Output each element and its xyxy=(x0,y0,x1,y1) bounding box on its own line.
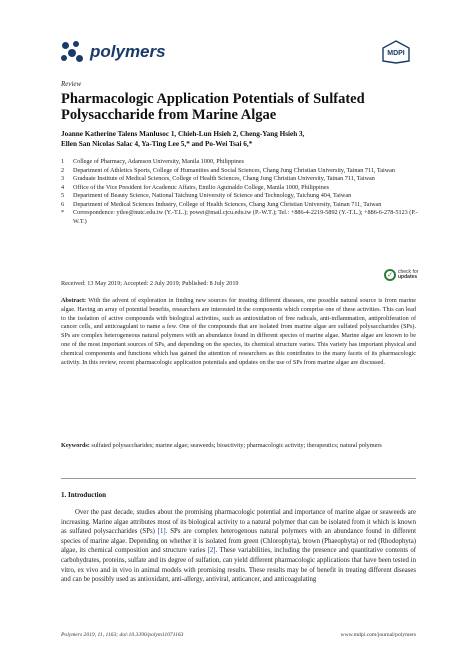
introduction-paragraph: Over the past decade, studies about the promising pharmacologic potential and importance of marine algae or seaweeds are increasing. Marine algae attributes most of its biological activity to a natural polymer that can be isolated from it which is known as sulfated polysaccharides (SPs) [1]. SPs are complex heterogenous natural polymers with an abundance found in different species of marine algae. Depending on whether it is isolated from green (Chlorophyta), brown (Phaeophyta) or red (Rhodophyta) algae, its chemical composition and structure varies [2]. These variabilities, including the presence and quantitative contents of carbohydrates, proteins, sulfate and its degree of sulfation, can yield different pharmacologic applications that have been tested in vitro, ex vivo and in vivo in animal models with promising results. These results may be of benefit in treating different diseases and can be possibly used as antioxidant, anti-allergy, antiviral, anticancer, and anticoagulating xyxy=(61,509,416,584)
keywords-label: Keywords: xyxy=(61,442,90,449)
footer-citation: Polymers 2019, 11, 1163; doi:10.3390/polym11071163 xyxy=(61,632,184,638)
polymers-logo-icon xyxy=(60,40,84,64)
keywords xyxy=(61,442,416,451)
footer-url[interactable]: www.mdpi.com/journal/polymers xyxy=(340,632,416,638)
citation-link[interactable]: [1] xyxy=(157,528,166,536)
affiliation-item: 3 Graduate Institute of Medical Sciences, College of Health Sciences, Chang Jung Christian University, Tainan 711, Taiwan xyxy=(61,175,375,182)
affiliation-item: 5 Department of Beauty Science, National Taichung University of Science and Technology, Taichung 404, Taiwan xyxy=(61,192,352,199)
keywords-text: sulfated polysaccharides; marine algae; seaweeds; bioactivity; pharmacologic activity; therapeutics; natural polymers xyxy=(91,442,382,449)
correspondence: * Correspondence: ytlee@nutc.edu.tw (Y.-T.L.); powei@mail.cjcu.edu.tw (P.-W.T.); Tel.: +886-4-2219-5892 (Y.-T.L.); +886-6-278-5123 (P.-W.T.) xyxy=(61,209,418,225)
divider xyxy=(61,478,416,479)
journal-name: polymers xyxy=(90,42,166,61)
mdpi-logo-icon xyxy=(380,40,412,64)
affiliation-item: 1 College of Pharmacy, Adamson University, Manila 1000, Philippines xyxy=(61,158,245,165)
section-heading: 1. Introduction xyxy=(61,491,106,499)
check-icon: ✓ xyxy=(384,269,396,281)
journal-logo xyxy=(60,40,166,64)
svg-text:MDPI: MDPI xyxy=(387,50,405,57)
affiliations xyxy=(61,158,421,226)
publication-dates: Received: 13 May 2019; Accepted: 2 July 2019; Published: 8 July 2019 xyxy=(61,280,239,287)
check-for-updates-badge[interactable]: ✓ check for updates xyxy=(384,262,420,288)
abstract-label: Abstract: xyxy=(61,297,87,304)
citation-link[interactable]: [2] xyxy=(207,547,216,555)
article-title: Pharmacologic Application Potentials of Sulfated Polysaccharide from Marine Algae xyxy=(61,91,365,123)
affiliation-item: 6 Department of Medical Sciences Industry, College of Health Sciences, Chang Jung Christian University, Tainan 711, Taiwan xyxy=(61,200,382,208)
affiliation-item: 4 Office of the Vice President for Academic Affairs, Emilio Aguinaldo College, Manila 1000, Philippines xyxy=(61,183,330,191)
author-list xyxy=(61,129,421,149)
article-type: Review xyxy=(61,80,82,88)
authors-line-2: Ellen San Nicolas Salac 4, Ya-Ting Lee 5,* and Po-Wei Tsai 6,* xyxy=(61,140,253,148)
abstract-text: With the advent of exploration in finding new sources for treating different diseases, one possible natural source is from marine algae. Having an array of potential benefits, researchers are interested in the components which comprise one of these activities. This can lead to the isolation of active compounds with biological activities, such as antioxidation of free radicals, anti-inflammation, antiproliferation of cancer cells, and anticoagulant to name a few. One of the compounds that are isolated from marine algae are sulfated polysaccharides (SPs). SPs are complex heterogeneous natural polymers with an abundance found in different species of marine algae. Marine algae are known to be one of the most important sources of SPs, and depending on the species, its chemical structure varies. This variety has important physical and chemical components and functions which has gained the attention of researchers as this contributes to the many facets of its pharmacologic activity. In this review, recent pharmacologic application potentials and updates on the use of SPs from marine algae are discussed. xyxy=(61,297,417,366)
affiliation-item: 2 Department of Athletics Sports, College of Humanities and Social Sciences, Chang Jung Christian University, Tainan 711, Taiwan xyxy=(61,166,396,174)
abstract xyxy=(61,297,416,367)
page-footer xyxy=(61,632,416,638)
authors-line-1: Joanne Katherine Talens Manlusoc 1, Chieh-Lun Hsieh 2, Cheng-Yang Hsieh 3, xyxy=(61,130,305,138)
